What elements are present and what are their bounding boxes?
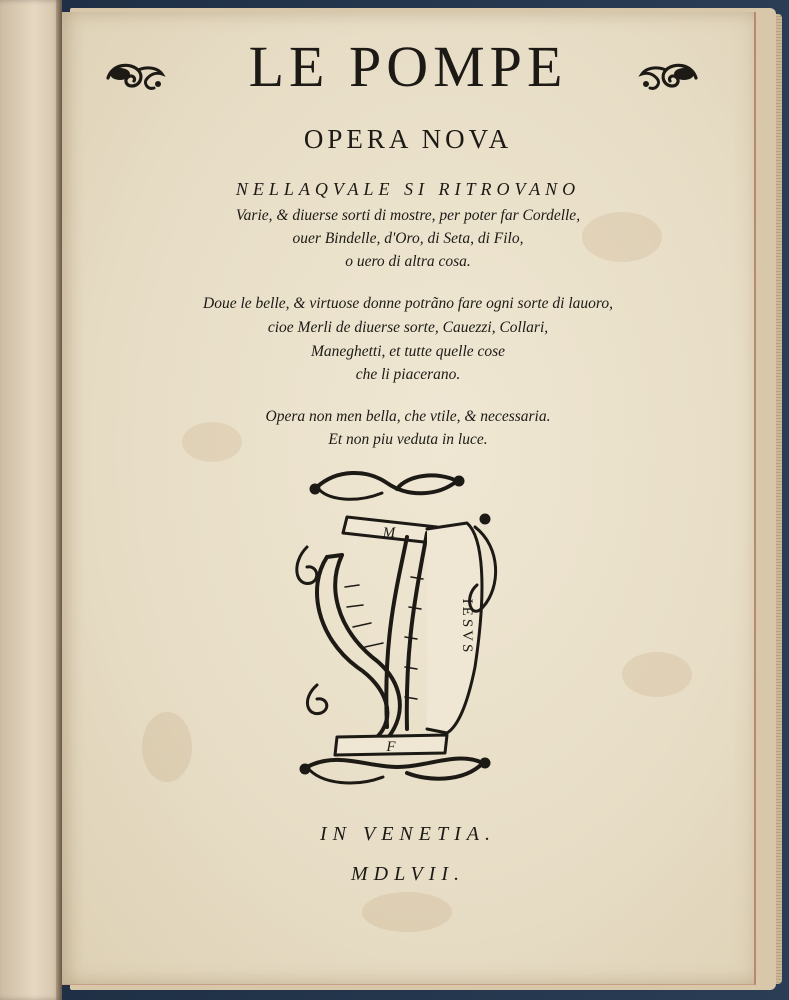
use-line: Doue le belle, & virtuose donne potrãno fare ogni sorte di lauoro, bbox=[203, 295, 613, 312]
description-line: Varie, & diuerse sorti di mostre, per poter far Cordelle, bbox=[235, 207, 581, 224]
device-top-letter: M bbox=[382, 525, 396, 541]
subtitle-caps-line: NELLAQVALE SI RITROVANO bbox=[235, 179, 581, 199]
book-title: LE POMPE bbox=[248, 34, 568, 99]
imprint-year: MDLVII. bbox=[350, 863, 466, 885]
use-line: cioe Merli de diuerse sorte, Cauezzi, Collari, bbox=[267, 319, 549, 336]
closing-line: Et non piu veduta in luce. bbox=[328, 431, 488, 448]
closing-line: Opera non men bella, che vtile, & necessaria. bbox=[265, 408, 551, 425]
imprint-place: IN VENETIA. bbox=[320, 823, 496, 845]
printer-device-icon bbox=[287, 467, 507, 797]
description-line: o uero di altra cosa. bbox=[345, 253, 471, 270]
device-side-text: IESVS bbox=[459, 598, 475, 656]
left-page-edge bbox=[0, 0, 62, 1000]
use-line: che li piacerano. bbox=[355, 366, 461, 383]
device-bottom-letter: F bbox=[386, 739, 396, 755]
use-line: Maneghetti, et tutte quelle cose bbox=[310, 343, 506, 360]
book-subtitle: OPERA NOVA bbox=[303, 124, 513, 154]
description-line: ouer Bindelle, d'Oro, di Seta, di Filo, bbox=[292, 230, 524, 247]
title-page bbox=[62, 12, 756, 985]
